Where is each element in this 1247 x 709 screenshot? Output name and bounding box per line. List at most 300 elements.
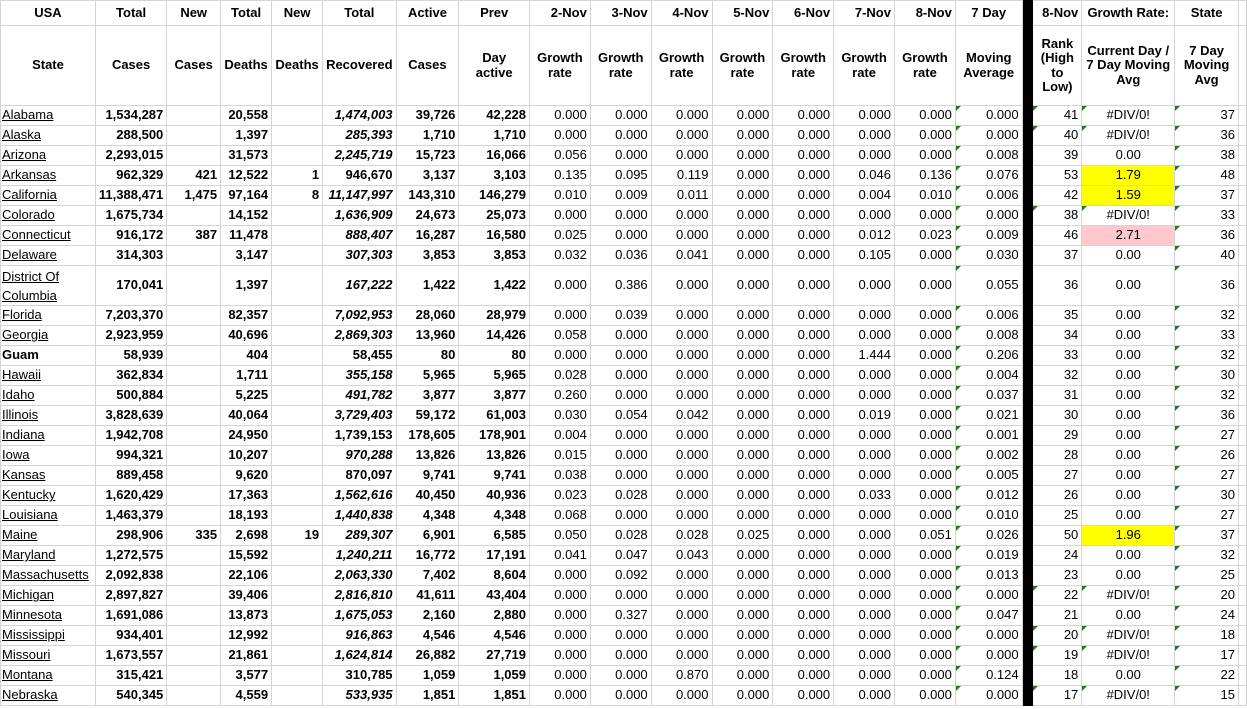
header-7day[interactable]: 7 Day (955, 1, 1022, 26)
blank-cell[interactable] (1238, 146, 1246, 166)
growth-2nov-cell[interactable]: 0.000 (530, 206, 591, 226)
total-recovered-cell[interactable]: 946,670 (323, 166, 396, 186)
current-day-ratio-cell[interactable]: 0.00 (1082, 346, 1175, 366)
moving-average-cell[interactable]: 0.206 (955, 346, 1022, 366)
state-7day-avg-cell[interactable]: 30 (1175, 486, 1239, 506)
active-cases-cell[interactable]: 80 (396, 346, 459, 366)
rank-cell[interactable]: 17 (1033, 686, 1082, 706)
moving-average-cell[interactable]: 0.004 (955, 366, 1022, 386)
new-deaths-cell[interactable] (272, 566, 323, 586)
growth-2nov-cell[interactable]: 0.000 (530, 586, 591, 606)
growth-3nov-cell[interactable]: 0.039 (590, 306, 651, 326)
total-cases-cell[interactable]: 7,203,370 (95, 306, 166, 326)
growth-5nov-cell[interactable]: 0.000 (712, 586, 773, 606)
state-name-link[interactable]: Indiana (1, 426, 96, 446)
new-cases-cell[interactable] (167, 366, 221, 386)
growth-5nov-cell[interactable]: 0.000 (712, 486, 773, 506)
growth-3nov-cell[interactable]: 0.095 (590, 166, 651, 186)
new-cases-cell[interactable] (167, 106, 221, 126)
new-cases-cell[interactable] (167, 266, 221, 306)
new-deaths-cell[interactable] (272, 606, 323, 626)
growth-3nov-cell[interactable]: 0.000 (590, 366, 651, 386)
moving-average-cell[interactable]: 0.000 (955, 646, 1022, 666)
new-deaths-cell[interactable] (272, 646, 323, 666)
state-name-link[interactable]: Connecticut (1, 226, 96, 246)
rank-cell[interactable]: 36 (1033, 266, 1082, 306)
growth-7nov-cell[interactable]: 0.000 (834, 126, 895, 146)
prev-day-active-cell[interactable]: 13,826 (459, 446, 530, 466)
active-cases-cell[interactable]: 4,348 (396, 506, 459, 526)
growth-4nov-cell[interactable]: 0.000 (651, 206, 712, 226)
state-7day-avg-cell[interactable]: 32 (1175, 306, 1239, 326)
total-cases-cell[interactable]: 315,421 (95, 666, 166, 686)
active-cases-cell[interactable]: 16,772 (396, 546, 459, 566)
current-day-ratio-cell[interactable]: 0.00 (1082, 146, 1175, 166)
blank-cell[interactable] (1238, 246, 1246, 266)
state-name-link[interactable]: Nebraska (1, 686, 96, 706)
growth-8nov-cell[interactable]: 0.000 (894, 646, 955, 666)
current-day-ratio-cell[interactable]: #DIV/0! (1082, 586, 1175, 606)
new-cases-cell[interactable]: 335 (167, 526, 221, 546)
growth-2nov-cell[interactable]: 0.000 (530, 306, 591, 326)
growth-7nov-cell[interactable]: 0.105 (834, 246, 895, 266)
growth-2nov-cell[interactable]: 0.004 (530, 426, 591, 446)
prev-day-active-cell[interactable]: 3,877 (459, 386, 530, 406)
current-day-ratio-cell[interactable]: 0.00 (1082, 246, 1175, 266)
growth-6nov-cell[interactable]: 0.000 (773, 166, 834, 186)
prev-day-active-cell[interactable]: 40,936 (459, 486, 530, 506)
growth-8nov-cell[interactable]: 0.000 (894, 306, 955, 326)
total-recovered-cell[interactable]: 1,636,909 (323, 206, 396, 226)
growth-5nov-cell[interactable]: 0.000 (712, 666, 773, 686)
new-deaths-cell[interactable] (272, 106, 323, 126)
new-deaths-cell[interactable] (272, 626, 323, 646)
moving-average-cell[interactable]: 0.000 (955, 126, 1022, 146)
header-blank[interactable] (1238, 1, 1246, 26)
new-cases-cell[interactable] (167, 146, 221, 166)
rank-cell[interactable]: 37 (1033, 246, 1082, 266)
header-state-label[interactable]: State (1, 26, 96, 106)
growth-6nov-cell[interactable]: 0.000 (773, 326, 834, 346)
growth-5nov-cell[interactable]: 0.000 (712, 326, 773, 346)
growth-5nov-cell[interactable]: 0.000 (712, 466, 773, 486)
state-name-link[interactable]: District Of Columbia (1, 266, 96, 306)
blank-cell[interactable] (1238, 566, 1246, 586)
growth-4nov-cell[interactable]: 0.041 (651, 246, 712, 266)
growth-7nov-cell[interactable]: 1.444 (834, 346, 895, 366)
growth-6nov-cell[interactable]: 0.000 (773, 426, 834, 446)
new-cases-cell[interactable] (167, 386, 221, 406)
growth-4nov-cell[interactable]: 0.000 (651, 426, 712, 446)
header-growth-rate[interactable]: Growth rate (773, 26, 834, 106)
state-name-link[interactable]: Arkansas (1, 166, 96, 186)
moving-average-cell[interactable]: 0.005 (955, 466, 1022, 486)
growth-6nov-cell[interactable]: 0.000 (773, 406, 834, 426)
growth-8nov-cell[interactable]: 0.000 (894, 506, 955, 526)
moving-average-cell[interactable]: 0.008 (955, 326, 1022, 346)
header-rank[interactable]: Rank (High to Low) (1033, 26, 1082, 106)
total-deaths-cell[interactable]: 14,152 (221, 206, 272, 226)
growth-5nov-cell[interactable]: 0.000 (712, 646, 773, 666)
total-recovered-cell[interactable]: 888,407 (323, 226, 396, 246)
active-cases-cell[interactable]: 3,877 (396, 386, 459, 406)
current-day-ratio-cell[interactable]: #DIV/0! (1082, 626, 1175, 646)
growth-5nov-cell[interactable]: 0.000 (712, 186, 773, 206)
growth-6nov-cell[interactable]: 0.000 (773, 206, 834, 226)
growth-5nov-cell[interactable]: 0.000 (712, 146, 773, 166)
moving-average-cell[interactable]: 0.001 (955, 426, 1022, 446)
current-day-ratio-cell[interactable]: 0.00 (1082, 486, 1175, 506)
current-day-ratio-cell[interactable]: 0.00 (1082, 606, 1175, 626)
prev-day-active-cell[interactable]: 3,853 (459, 246, 530, 266)
growth-2nov-cell[interactable]: 0.000 (530, 686, 591, 706)
growth-8nov-cell[interactable]: 0.010 (894, 186, 955, 206)
state-name-link[interactable]: Missouri (1, 646, 96, 666)
total-recovered-cell[interactable]: 310,785 (323, 666, 396, 686)
growth-5nov-cell[interactable]: 0.000 (712, 566, 773, 586)
total-recovered-cell[interactable]: 491,782 (323, 386, 396, 406)
moving-average-cell[interactable]: 0.076 (955, 166, 1022, 186)
growth-2nov-cell[interactable]: 0.000 (530, 626, 591, 646)
new-deaths-cell[interactable] (272, 366, 323, 386)
growth-4nov-cell[interactable]: 0.000 (651, 386, 712, 406)
rank-cell[interactable]: 34 (1033, 326, 1082, 346)
header-day-active[interactable]: Day active (459, 26, 530, 106)
state-name-link[interactable]: Maine (1, 526, 96, 546)
active-cases-cell[interactable]: 143,310 (396, 186, 459, 206)
growth-7nov-cell[interactable]: 0.033 (834, 486, 895, 506)
growth-3nov-cell[interactable]: 0.009 (590, 186, 651, 206)
growth-8nov-cell[interactable]: 0.051 (894, 526, 955, 546)
blank-cell[interactable] (1238, 446, 1246, 466)
moving-average-cell[interactable]: 0.009 (955, 226, 1022, 246)
moving-average-cell[interactable]: 0.002 (955, 446, 1022, 466)
state-7day-avg-cell[interactable]: 27 (1175, 466, 1239, 486)
growth-2nov-cell[interactable]: 0.058 (530, 326, 591, 346)
header-current-day-ratio[interactable]: Current Day / 7 Day Moving Avg (1082, 26, 1175, 106)
total-recovered-cell[interactable]: 1,562,616 (323, 486, 396, 506)
total-deaths-cell[interactable]: 82,357 (221, 306, 272, 326)
growth-8nov-cell[interactable]: 0.000 (894, 546, 955, 566)
prev-day-active-cell[interactable]: 80 (459, 346, 530, 366)
growth-8nov-cell[interactable]: 0.023 (894, 226, 955, 246)
moving-average-cell[interactable]: 0.000 (955, 586, 1022, 606)
growth-8nov-cell[interactable]: 0.000 (894, 206, 955, 226)
growth-3nov-cell[interactable]: 0.047 (590, 546, 651, 566)
state-name-link[interactable]: Maryland (1, 546, 96, 566)
total-cases-cell[interactable]: 362,834 (95, 366, 166, 386)
total-recovered-cell[interactable]: 916,863 (323, 626, 396, 646)
moving-average-cell[interactable]: 0.000 (955, 626, 1022, 646)
new-cases-cell[interactable]: 1,475 (167, 186, 221, 206)
new-deaths-cell[interactable] (272, 206, 323, 226)
total-cases-cell[interactable]: 170,041 (95, 266, 166, 306)
header-growth-rate[interactable]: Growth rate (651, 26, 712, 106)
prev-day-active-cell[interactable]: 28,979 (459, 306, 530, 326)
growth-2nov-cell[interactable]: 0.000 (530, 646, 591, 666)
state-name-link[interactable]: Alaska (1, 126, 96, 146)
header-active[interactable]: Active (396, 1, 459, 26)
growth-7nov-cell[interactable]: 0.012 (834, 226, 895, 246)
prev-day-active-cell[interactable]: 3,103 (459, 166, 530, 186)
growth-7nov-cell[interactable]: 0.000 (834, 366, 895, 386)
header-date-7nov[interactable]: 7-Nov (834, 1, 895, 26)
new-deaths-cell[interactable] (272, 386, 323, 406)
header-state[interactable]: State (1175, 1, 1239, 26)
rank-cell[interactable]: 39 (1033, 146, 1082, 166)
rank-cell[interactable]: 50 (1033, 526, 1082, 546)
growth-5nov-cell[interactable]: 0.000 (712, 506, 773, 526)
current-day-ratio-cell[interactable]: 0.00 (1082, 506, 1175, 526)
active-cases-cell[interactable]: 24,673 (396, 206, 459, 226)
total-deaths-cell[interactable]: 12,992 (221, 626, 272, 646)
new-cases-cell[interactable] (167, 546, 221, 566)
growth-3nov-cell[interactable]: 0.000 (590, 326, 651, 346)
growth-7nov-cell[interactable]: 0.000 (834, 606, 895, 626)
current-day-ratio-cell[interactable]: 2.71 (1082, 226, 1175, 246)
growth-3nov-cell[interactable]: 0.000 (590, 506, 651, 526)
moving-average-cell[interactable]: 0.013 (955, 566, 1022, 586)
total-cases-cell[interactable]: 288,500 (95, 126, 166, 146)
rank-cell[interactable]: 19 (1033, 646, 1082, 666)
growth-3nov-cell[interactable]: 0.054 (590, 406, 651, 426)
growth-7nov-cell[interactable]: 0.000 (834, 326, 895, 346)
total-deaths-cell[interactable]: 5,225 (221, 386, 272, 406)
active-cases-cell[interactable]: 1,422 (396, 266, 459, 306)
header-usa[interactable]: USA (1, 1, 96, 26)
blank-cell[interactable] (1238, 606, 1246, 626)
growth-4nov-cell[interactable]: 0.000 (651, 646, 712, 666)
growth-4nov-cell[interactable]: 0.000 (651, 346, 712, 366)
active-cases-cell[interactable]: 13,826 (396, 446, 459, 466)
growth-7nov-cell[interactable]: 0.000 (834, 666, 895, 686)
growth-5nov-cell[interactable]: 0.000 (712, 606, 773, 626)
growth-6nov-cell[interactable]: 0.000 (773, 666, 834, 686)
total-recovered-cell[interactable]: 870,097 (323, 466, 396, 486)
moving-average-cell[interactable]: 0.055 (955, 266, 1022, 306)
header-total[interactable]: Total (323, 1, 396, 26)
blank-cell[interactable] (1238, 666, 1246, 686)
state-7day-avg-cell[interactable]: 27 (1175, 426, 1239, 446)
active-cases-cell[interactable]: 26,882 (396, 646, 459, 666)
moving-average-cell[interactable]: 0.006 (955, 186, 1022, 206)
total-recovered-cell[interactable]: 285,393 (323, 126, 396, 146)
header-date-4nov[interactable]: 4-Nov (651, 1, 712, 26)
header-new[interactable]: New (167, 1, 221, 26)
header-cases[interactable]: Cases (396, 26, 459, 106)
total-deaths-cell[interactable]: 24,950 (221, 426, 272, 446)
total-deaths-cell[interactable]: 404 (221, 346, 272, 366)
total-deaths-cell[interactable]: 3,577 (221, 666, 272, 686)
state-7day-avg-cell[interactable]: 32 (1175, 346, 1239, 366)
growth-2nov-cell[interactable]: 0.000 (530, 666, 591, 686)
total-cases-cell[interactable]: 2,293,015 (95, 146, 166, 166)
current-day-ratio-cell[interactable]: #DIV/0! (1082, 106, 1175, 126)
new-cases-cell[interactable] (167, 646, 221, 666)
growth-3nov-cell[interactable]: 0.036 (590, 246, 651, 266)
growth-2nov-cell[interactable]: 0.028 (530, 366, 591, 386)
growth-5nov-cell[interactable]: 0.000 (712, 366, 773, 386)
total-recovered-cell[interactable]: 1,240,211 (323, 546, 396, 566)
header-date-2nov[interactable]: 2-Nov (530, 1, 591, 26)
new-deaths-cell[interactable] (272, 406, 323, 426)
current-day-ratio-cell[interactable]: 0.00 (1082, 546, 1175, 566)
state-7day-avg-cell[interactable]: 38 (1175, 146, 1239, 166)
header-growth-rate[interactable]: Growth Rate: (1082, 1, 1175, 26)
state-name-link[interactable]: Mississippi (1, 626, 96, 646)
growth-3nov-cell[interactable]: 0.000 (590, 346, 651, 366)
growth-5nov-cell[interactable]: 0.000 (712, 446, 773, 466)
total-recovered-cell[interactable]: 58,455 (323, 346, 396, 366)
header-growth-rate[interactable]: Growth rate (894, 26, 955, 106)
active-cases-cell[interactable]: 1,851 (396, 686, 459, 706)
header-growth-rate[interactable]: Growth rate (834, 26, 895, 106)
current-day-ratio-cell[interactable]: 0.00 (1082, 446, 1175, 466)
growth-4nov-cell[interactable]: 0.000 (651, 466, 712, 486)
blank-cell[interactable] (1238, 326, 1246, 346)
total-recovered-cell[interactable]: 1,440,838 (323, 506, 396, 526)
blank-cell[interactable] (1238, 526, 1246, 546)
current-day-ratio-cell[interactable]: #DIV/0! (1082, 126, 1175, 146)
growth-6nov-cell[interactable]: 0.000 (773, 186, 834, 206)
total-recovered-cell[interactable]: 307,303 (323, 246, 396, 266)
new-cases-cell[interactable] (167, 326, 221, 346)
total-cases-cell[interactable]: 540,345 (95, 686, 166, 706)
moving-average-cell[interactable]: 0.000 (955, 686, 1022, 706)
total-recovered-cell[interactable]: 11,147,997 (323, 186, 396, 206)
active-cases-cell[interactable]: 41,611 (396, 586, 459, 606)
moving-average-cell[interactable]: 0.000 (955, 206, 1022, 226)
growth-4nov-cell[interactable]: 0.042 (651, 406, 712, 426)
new-deaths-cell[interactable] (272, 146, 323, 166)
moving-average-cell[interactable]: 0.000 (955, 106, 1022, 126)
growth-7nov-cell[interactable]: 0.046 (834, 166, 895, 186)
prev-day-active-cell[interactable]: 1,059 (459, 666, 530, 686)
total-recovered-cell[interactable]: 533,935 (323, 686, 396, 706)
growth-5nov-cell[interactable]: 0.000 (712, 686, 773, 706)
state-7day-avg-cell[interactable]: 33 (1175, 206, 1239, 226)
growth-8nov-cell[interactable]: 0.000 (894, 446, 955, 466)
total-deaths-cell[interactable]: 21,861 (221, 646, 272, 666)
header-date-8nov[interactable]: 8-Nov (894, 1, 955, 26)
growth-6nov-cell[interactable]: 0.000 (773, 586, 834, 606)
growth-7nov-cell[interactable]: 0.000 (834, 306, 895, 326)
active-cases-cell[interactable]: 178,605 (396, 426, 459, 446)
growth-8nov-cell[interactable]: 0.000 (894, 466, 955, 486)
growth-5nov-cell[interactable]: 0.000 (712, 166, 773, 186)
growth-2nov-cell[interactable]: 0.038 (530, 466, 591, 486)
rank-cell[interactable]: 46 (1033, 226, 1082, 246)
state-name-link[interactable]: Minnesota (1, 606, 96, 626)
state-7day-avg-cell[interactable]: 15 (1175, 686, 1239, 706)
growth-6nov-cell[interactable]: 0.000 (773, 566, 834, 586)
header-growth-rate[interactable]: Growth rate (712, 26, 773, 106)
growth-2nov-cell[interactable]: 0.000 (530, 606, 591, 626)
total-recovered-cell[interactable]: 1,675,053 (323, 606, 396, 626)
total-cases-cell[interactable]: 1,673,557 (95, 646, 166, 666)
total-cases-cell[interactable]: 1,272,575 (95, 546, 166, 566)
state-name-link[interactable]: Arizona (1, 146, 96, 166)
state-7day-avg-cell[interactable]: 37 (1175, 186, 1239, 206)
new-cases-cell[interactable] (167, 246, 221, 266)
total-deaths-cell[interactable]: 40,696 (221, 326, 272, 346)
state-7day-avg-cell[interactable]: 27 (1175, 506, 1239, 526)
total-cases-cell[interactable]: 1,534,287 (95, 106, 166, 126)
state-7day-avg-cell[interactable]: 33 (1175, 326, 1239, 346)
total-cases-cell[interactable]: 500,884 (95, 386, 166, 406)
current-day-ratio-cell[interactable]: #DIV/0! (1082, 686, 1175, 706)
growth-4nov-cell[interactable]: 0.028 (651, 526, 712, 546)
active-cases-cell[interactable]: 9,741 (396, 466, 459, 486)
total-recovered-cell[interactable]: 970,288 (323, 446, 396, 466)
moving-average-cell[interactable]: 0.019 (955, 546, 1022, 566)
total-recovered-cell[interactable]: 2,063,330 (323, 566, 396, 586)
growth-6nov-cell[interactable]: 0.000 (773, 266, 834, 306)
current-day-ratio-cell[interactable]: 0.00 (1082, 326, 1175, 346)
growth-3nov-cell[interactable]: 0.000 (590, 106, 651, 126)
growth-3nov-cell[interactable]: 0.000 (590, 586, 651, 606)
state-7day-avg-cell[interactable]: 32 (1175, 546, 1239, 566)
total-recovered-cell[interactable]: 1,474,003 (323, 106, 396, 126)
growth-3nov-cell[interactable]: 0.028 (590, 486, 651, 506)
state-name-link[interactable]: Louisiana (1, 506, 96, 526)
state-name-link[interactable]: Idaho (1, 386, 96, 406)
growth-7nov-cell[interactable]: 0.000 (834, 526, 895, 546)
rank-cell[interactable]: 41 (1033, 106, 1082, 126)
rank-cell[interactable]: 25 (1033, 506, 1082, 526)
total-cases-cell[interactable]: 2,092,838 (95, 566, 166, 586)
prev-day-active-cell[interactable]: 16,066 (459, 146, 530, 166)
new-cases-cell[interactable] (167, 606, 221, 626)
total-deaths-cell[interactable]: 1,711 (221, 366, 272, 386)
total-deaths-cell[interactable]: 4,559 (221, 686, 272, 706)
total-recovered-cell[interactable]: 7,092,953 (323, 306, 396, 326)
new-deaths-cell[interactable] (272, 666, 323, 686)
growth-3nov-cell[interactable]: 0.000 (590, 226, 651, 246)
growth-4nov-cell[interactable]: 0.000 (651, 146, 712, 166)
growth-6nov-cell[interactable]: 0.000 (773, 246, 834, 266)
prev-day-active-cell[interactable]: 6,585 (459, 526, 530, 546)
growth-8nov-cell[interactable]: 0.000 (894, 426, 955, 446)
new-cases-cell[interactable] (167, 466, 221, 486)
growth-2nov-cell[interactable]: 0.025 (530, 226, 591, 246)
prev-day-active-cell[interactable]: 4,348 (459, 506, 530, 526)
blank-cell[interactable] (1238, 486, 1246, 506)
new-deaths-cell[interactable] (272, 306, 323, 326)
total-cases-cell[interactable]: 1,620,429 (95, 486, 166, 506)
rank-cell[interactable]: 53 (1033, 166, 1082, 186)
current-day-ratio-cell[interactable]: 0.00 (1082, 666, 1175, 686)
new-deaths-cell[interactable] (272, 466, 323, 486)
total-recovered-cell[interactable]: 2,816,810 (323, 586, 396, 606)
growth-4nov-cell[interactable]: 0.000 (651, 446, 712, 466)
prev-day-active-cell[interactable]: 146,279 (459, 186, 530, 206)
growth-4nov-cell[interactable]: 0.870 (651, 666, 712, 686)
new-deaths-cell[interactable] (272, 446, 323, 466)
growth-2nov-cell[interactable]: 0.000 (530, 566, 591, 586)
header-recovered[interactable]: Recovered (323, 26, 396, 106)
moving-average-cell[interactable]: 0.047 (955, 606, 1022, 626)
growth-5nov-cell[interactable]: 0.000 (712, 206, 773, 226)
total-cases-cell[interactable]: 934,401 (95, 626, 166, 646)
growth-5nov-cell[interactable]: 0.000 (712, 126, 773, 146)
moving-average-cell[interactable]: 0.010 (955, 506, 1022, 526)
growth-5nov-cell[interactable]: 0.000 (712, 306, 773, 326)
total-deaths-cell[interactable]: 22,106 (221, 566, 272, 586)
active-cases-cell[interactable]: 16,287 (396, 226, 459, 246)
prev-day-active-cell[interactable]: 5,965 (459, 366, 530, 386)
moving-average-cell[interactable]: 0.012 (955, 486, 1022, 506)
